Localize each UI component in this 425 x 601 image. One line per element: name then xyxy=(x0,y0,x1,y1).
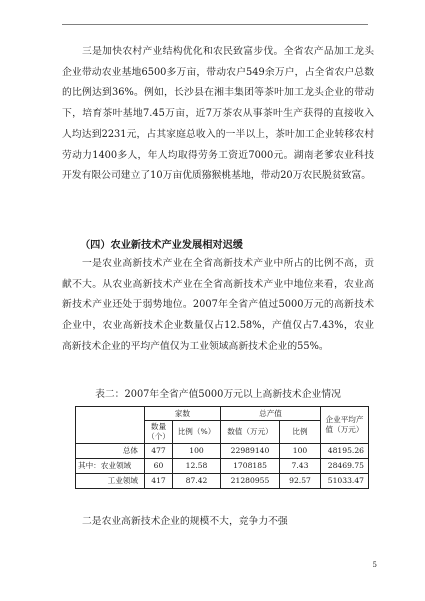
paragraph-2: 一是农业高新技术产业在全省高新技术产业中所占的比例不高，贡献不大。从农业高新技术产业在全省高新技术产业中地位来看，农业高新技术产业还处于弱势地位。2007年全省产值过5000万元的高新技术企业中，农业高新技术企业数量仅占12.58%，产值仅占7.43%，农业高新技术企业的平均产值仅为工业领域高新技术企业的55%。 xyxy=(62,258,374,352)
table-row-label: 其中：农业领域 xyxy=(76,459,145,474)
table-cell-value-pct: 7.43 xyxy=(280,459,321,474)
table-cell-value: 1708185 xyxy=(221,459,280,474)
section-heading-4: （四）农业新技术产业发展相对迟缓 xyxy=(80,239,243,251)
table-cell-value-pct: 92.57 xyxy=(280,474,321,489)
table-caption: 表二：2007年全省产值5000万元以上高新技术企业情况 xyxy=(95,389,341,400)
table-cell-avg: 28469.75 xyxy=(321,459,369,474)
table-cell-count-pct: 100 xyxy=(173,444,221,459)
table-header-count-pct: 比例（%） xyxy=(173,421,221,444)
paragraph-3: 二是农业高新技术企业的规模不大，竞争力不强 xyxy=(82,516,288,527)
table-row xyxy=(76,459,369,474)
table-row xyxy=(76,444,369,459)
table-cell-count: 417 xyxy=(145,474,173,489)
table-cell-avg: 51033.47 xyxy=(321,474,369,489)
table-header-row-1 xyxy=(76,407,369,421)
table-header-value-group: 总产值 xyxy=(221,407,321,421)
enterprise-table xyxy=(75,406,369,489)
table-cell-avg: 48195.26 xyxy=(321,444,369,459)
top-rule xyxy=(62,24,368,25)
table-cell-count-pct: 87.42 xyxy=(173,474,221,489)
table-cell-value: 22989140 xyxy=(221,444,280,459)
table-header-value: 数值（万元） xyxy=(221,421,280,444)
table-cell-count: 477 xyxy=(145,444,173,459)
table-cell-value: 21280955 xyxy=(221,474,280,489)
page-number: 5 xyxy=(372,561,377,569)
table-row-label: 总体 xyxy=(76,444,145,459)
paragraph-1: 三是加快农村产业结构优化和农民致富步伐。全省农产品加工龙头企业带动农业基地6500多万亩，带动农户549余万户，占全省农户总数的比例达到36%。例如，长沙县在湘丰集团等茶叶加工龙头企业的带动下，培育茶叶基地7.45万亩，近7万茶农从事茶叶生产获得的直接收入人均达到2231元，占其家庭总收入的一半以上，茶叶加工企业转移农村劳动力1400多人，年人均取得劳务工资近7000元。湖南老爹农业科技开发有限公司建立了10万亩优质猕猴桃基地，带动20万农民脱贫致富。 xyxy=(62,46,374,182)
table-cell-value-pct: 100 xyxy=(280,444,321,459)
table-header-empty xyxy=(76,407,145,444)
table-row-label: 工业领域 xyxy=(76,474,145,489)
table-header-count-group: 家数 xyxy=(145,407,221,421)
table-header-avg: 企业平均产值（万元） xyxy=(321,407,369,444)
table-cell-count: 60 xyxy=(145,459,173,474)
table-header-value-pct: 比例 xyxy=(280,421,321,444)
table-header-count: 数量（个） xyxy=(145,421,173,444)
table-cell-count-pct: 12.58 xyxy=(173,459,221,474)
table-row xyxy=(76,474,369,489)
